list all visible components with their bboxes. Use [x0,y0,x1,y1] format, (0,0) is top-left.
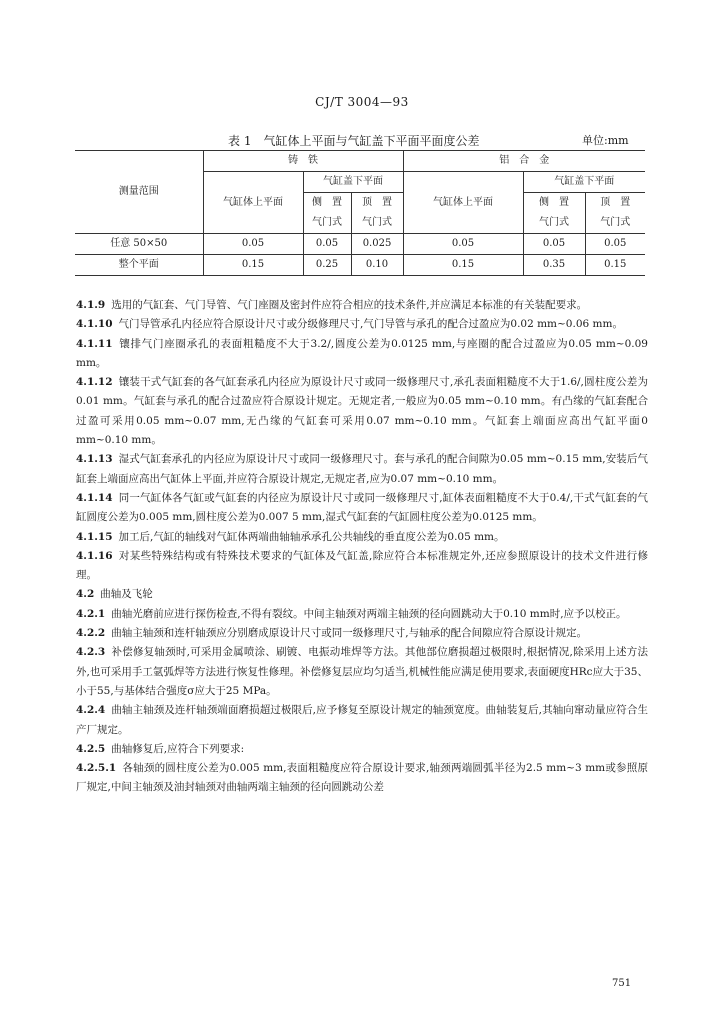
header-cast-block-top: 气缸体上平面 [203,172,303,234]
cell-value: 0.025 [351,234,403,255]
clause-number: 4.1.11 [76,337,113,350]
cell-value: 0.25 [303,255,351,276]
header-cast-iron: 铸 铁 [203,151,403,172]
clause-text: 曲轴主轴颈及连杆轴颈端面磨损超过极限后,应予修复至原设计规定的轴颈宽度。曲轴装复后,其轴向窜动量应符合生产厂规定。 [76,704,648,736]
paragraph [76,373,648,450]
clause-text: 镶排气门座圈承孔的表面粗糙度不大于3.2/,圆度公差为0.0125 mm,与座圈的配合过盈应为0.05 mm~0.09 mm。 [76,337,648,369]
header-range: 测量范围 [75,151,203,234]
paragraph [76,296,648,315]
paragraph [76,547,648,586]
clause-text: 补偿修复轴颈时,可采用金属喷涂、刷镀、电振动堆焊等方法。其他部位磨损超过极限时,根据情况,除采用上述方法外,也可采用手工氩弧焊等方法进行恢复性修理。补偿修复层应均匀适当,机械性能应满足使用要求,表面硬度HRc应大于35、小于55,与基体结合强度σ应大于25 MPa。 [76,646,648,697]
row-range: 整个平面 [75,255,203,276]
clause-text: 湿式气缸套承孔的内径应为原设计尺寸或同一级修理尺寸。套与承孔的配合间隙为0.05 mm~0.15 mm,安装后气缸套上端面应高出气缸体上平面,并应符合原设计规定,无规定者,应为0.07 mm~0.10 mm。 [76,453,648,485]
paragraph [76,528,648,547]
row-range: 任意 50×50 [75,234,203,255]
clause-number: 4.2 [76,588,95,601]
document-body [76,296,648,798]
paragraph [76,624,648,643]
table-row [75,255,645,276]
clause-text: 曲轴主轴颈和连杆轴颈应分别磨成原设计尺寸或同一级修理尺寸,与轴承的配合间隙应符合原设计规定。 [111,627,588,640]
header-cast-side-valve: 侧 置 气门式 [303,193,351,234]
paragraph [76,489,648,528]
paragraph [76,450,648,489]
header-cast-head-bottom: 气缸盖下平面 [303,172,403,193]
cell-value: 0.15 [203,255,303,276]
clause-number: 4.1.12 [76,376,113,389]
clause-number: 4.2.5.1 [76,762,117,775]
clause-text: 曲轴及飞轮 [100,588,153,601]
header-alloy-block-top: 气缸体上平面 [403,172,523,234]
cell-value: 0.10 [351,255,403,276]
table-unit: 单位:mm [582,134,629,147]
header-alloy-side-valve: 侧 置 气门式 [523,193,585,234]
page-number: 751 [612,978,632,989]
clause-text: 曲轴修复后,应符合下列要求: [111,742,245,755]
clause-number: 4.1.13 [76,453,113,466]
paragraph [76,701,648,740]
cell-value: 0.15 [403,255,523,276]
clause-number: 4.2.3 [76,646,106,659]
clause-text: 同一气缸体各气缸或气缸套的内径应为原设计尺寸或同一级修理尺寸,缸体表面粗糙度不大于0.4/,干式气缸套的气缸圆度公差为0.005 mm,圆柱度公差为0.007 5 mm,湿式气缸套的气缸圆柱度公差为0.0125 mm。 [76,491,648,524]
paragraph [76,605,648,624]
clause-number: 4.2.4 [76,704,106,717]
clause-text: 曲轴光磨前应进行探伤检查,不得有裂纹。中间主轴颈对两端主轴颈的径向圆跳动大于0.10 mm时,应予以校正。 [111,607,627,620]
clause-number: 4.1.16 [76,549,113,562]
cell-value: 0.05 [203,234,303,255]
clause-number: 4.2.5 [76,742,106,755]
clause-text: 加工后,气缸的轴线对气缸体两端曲轴轴承承孔公共轴线的垂直度公差为0.05 mm。 [118,530,505,543]
paragraph [76,643,648,701]
paragraph [76,335,648,374]
clause-text: 对某些特殊结构或有特殊技术要求的气缸体及气缸盖,除应符合本标准规定外,还应参照原设计的技术文件进行修理。 [76,549,648,582]
header-aluminum-alloy: 铝 合 金 [403,151,645,172]
clause-number: 4.1.9 [76,299,106,311]
cell-value: 0.05 [403,234,523,255]
paragraph [76,759,648,798]
clause-text: 镶装干式气缸套的各气缸套承孔内径应为原设计尺寸或同一级修理尺寸,承孔表面粗糙度不大于1.6/,圆柱度公差为0.01 mm。气缸套与承孔的配合过盈应符合原设计规定。无规定者,一般应为0.05 mm~0.10 mm。有凸缘的气缸套配合过盈可采用0.05 mm~0.07 mm,无凸缘的气缸套可采用0.07 mm~0.10 mm。气缸套上端面应高出气缸平面0 mm~0.10 mm。 [76,376,648,447]
clause-number: 4.1.14 [76,491,113,504]
clause-number: 4.1.15 [76,530,113,543]
paragraph [76,740,648,759]
table-caption: 表 1 气缸体上平面与气缸盖下平面平面度公差 [228,134,480,148]
clause-number: 4.2.2 [76,627,106,640]
clause-text: 选用的气缸套、气门导管、气门座圈及密封件应符合相应的技术条件,并应满足本标准的有关装配要求。 [111,299,588,311]
header-alloy-top-valve: 顶 置 气门式 [585,193,645,234]
paragraph [76,315,648,334]
header-alloy-head-bottom: 气缸盖下平面 [523,172,645,193]
cell-value: 0.05 [523,234,585,255]
cell-value: 0.15 [585,255,645,276]
standard-code-header: CJ/T 3004—93 [315,95,409,109]
cell-value: 0.05 [585,234,645,255]
cell-value: 0.35 [523,255,585,276]
clause-number: 4.2.1 [76,607,106,620]
section-heading [76,585,648,604]
header-cast-top-valve: 顶 置 气门式 [351,193,403,234]
clause-text: 气门导管承孔内径应符合原设计尺寸或分级修理尺寸,气门导管与承孔的配合过盈应为0.02 mm~0.06 mm。 [118,318,623,331]
cell-value: 0.05 [303,234,351,255]
table-row [75,234,645,255]
flatness-tolerance-table [75,150,645,276]
clause-text: 各轴颈的圆柱度公差为0.005 mm,表面粗糙度应符合原设计要求,轴颈两端圆弧半径为2.5 mm~3 mm或参照原厂规定,中间主轴颈及油封轴颈对曲轴两端主轴颈的径向圆跳动公差 [76,762,648,794]
clause-number: 4.1.10 [76,318,113,331]
